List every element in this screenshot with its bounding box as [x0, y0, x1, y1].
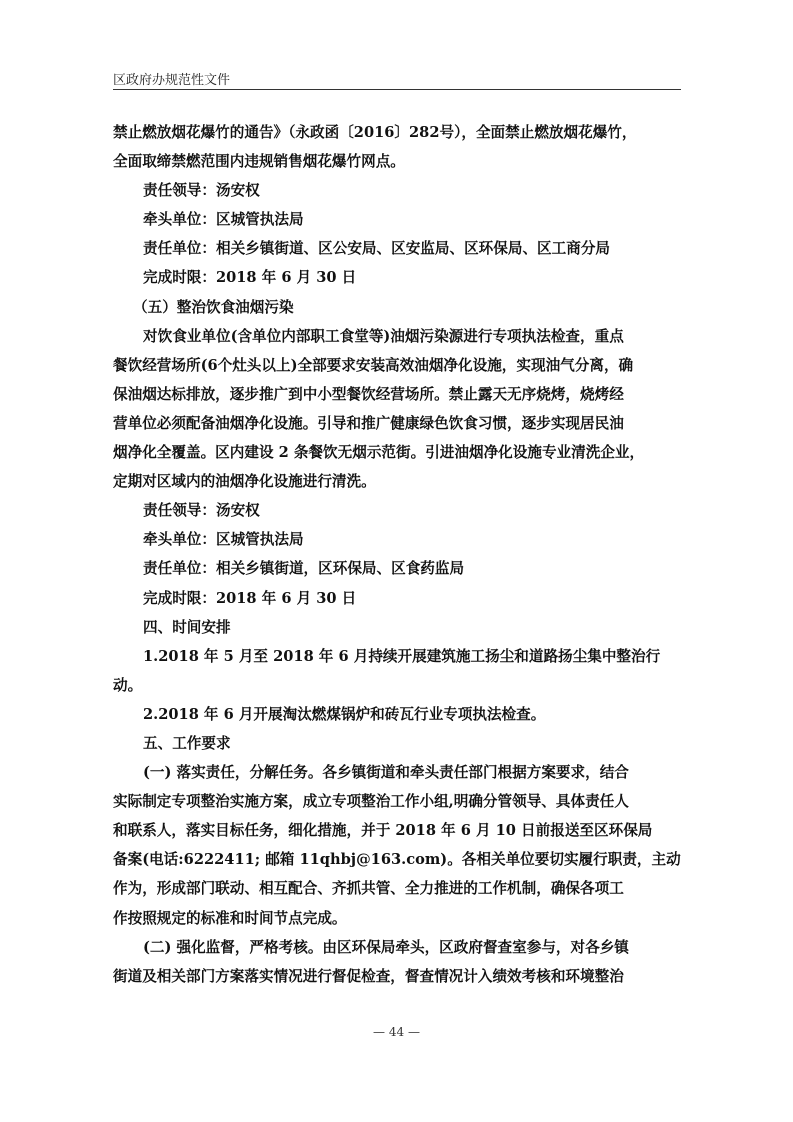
paragraph-line: 全面取缔禁燃范围内违规销售烟花爆竹网点。 [113, 153, 405, 171]
paragraph-line: 和联系人，落实目标任务，细化措施，并于 2018 年 6 月 10 日前报送至区环保局 [113, 822, 653, 840]
paragraph-line: 保油烟达标排放，逐步推广到中小型餐饮经营场所。禁止露天无序烧烤，烧烤经 [113, 385, 624, 403]
paragraph-line: (一) 落实责任，分解任务。各乡镇街道和牵头责任部门根据方案要求，结合 [143, 764, 629, 782]
paragraph-line: 街道及相关部门方案落实情况进行督促检查，督查情况计入绩效考核和环境整治 [113, 967, 624, 985]
header-divider [113, 89, 681, 90]
paragraph-line: 定期对区域内的油烟净化设施进行清洗。 [113, 473, 376, 491]
paragraph-line: 对饮食业单位(含单位内部职工食堂等)油烟污染源进行专项执法检查，重点 [143, 327, 624, 345]
paragraph-line: 作按照规定的标准和时间节点完成。 [113, 909, 347, 927]
section-heading: 五、工作要求 [143, 734, 231, 752]
paragraph-line: 实际制定专项整治实施方案，成立专项整治工作小组,明确分管领导、具体责任人 [113, 793, 629, 811]
lead-unit: 牵头单位：区城管执法局 [143, 531, 304, 549]
section-heading: （五）整治饮食油烟污染 [133, 298, 294, 316]
lead-unit: 牵头单位：区城管执法局 [143, 211, 304, 229]
paragraph-line: 禁止燃放烟花爆竹的通告》（永政函〔2016〕282号），全面禁止燃放烟花爆竹， [113, 124, 637, 141]
paragraph-line: 营单位必须配备油烟净化设施。引导和推广健康绿色饮食习惯，逐步实现居民油 [113, 414, 624, 432]
responsible-leader: 责任领导：汤安权 [143, 182, 260, 200]
paragraph-line: 动。 [113, 676, 143, 694]
paragraph-line: 烟净化全覆盖。区内建设 2 条餐饮无烟示范街。引进油烟净化设施专业清洗企业， [113, 444, 645, 462]
deadline: 完成时限：2018 年 6 月 30 日 [143, 589, 357, 607]
responsible-units: 责任单位：相关乡镇街道，区环保局、区食药监局 [143, 560, 465, 578]
paragraph-line: (二) 强化监督，严格考核。由区环保局牵头，区政府督查室参与，对各乡镇 [143, 938, 629, 956]
responsible-units: 责任单位：相关乡镇街道、区公安局、区安监局、区环保局、区工商分局 [143, 240, 611, 258]
document-body [113, 118, 688, 991]
deadline: 完成时限：2018 年 6 月 30 日 [143, 269, 357, 287]
running-header: 区政府办规范性文件 [113, 73, 231, 88]
paragraph-line: 餐饮经营场所(6个灶头以上)全部要求安装高效油烟净化设施，实现油气分离，确 [113, 356, 634, 374]
paragraph-line: 2.2018 年 6 月开展淘汰燃煤锅炉和砖瓦行业专项执法检查。 [143, 705, 546, 723]
page-number: — 44 — [373, 1025, 420, 1039]
section-heading: 四、时间安排 [143, 618, 231, 636]
paragraph-line: 1.2018 年 5 月至 2018 年 6 月持续开展建筑施工扬尘和道路扬尘集中整治行 [143, 647, 661, 665]
paragraph-line: 备案(电话:6222411; 邮箱 11qhbj@163.com)。各相关单位要切实履行职责，主动 [113, 851, 681, 869]
responsible-leader: 责任领导：汤安权 [143, 502, 260, 520]
paragraph-line: 作为，形成部门联动、相互配合、齐抓共管、全力推进的工作机制，确保各项工 [113, 880, 624, 898]
